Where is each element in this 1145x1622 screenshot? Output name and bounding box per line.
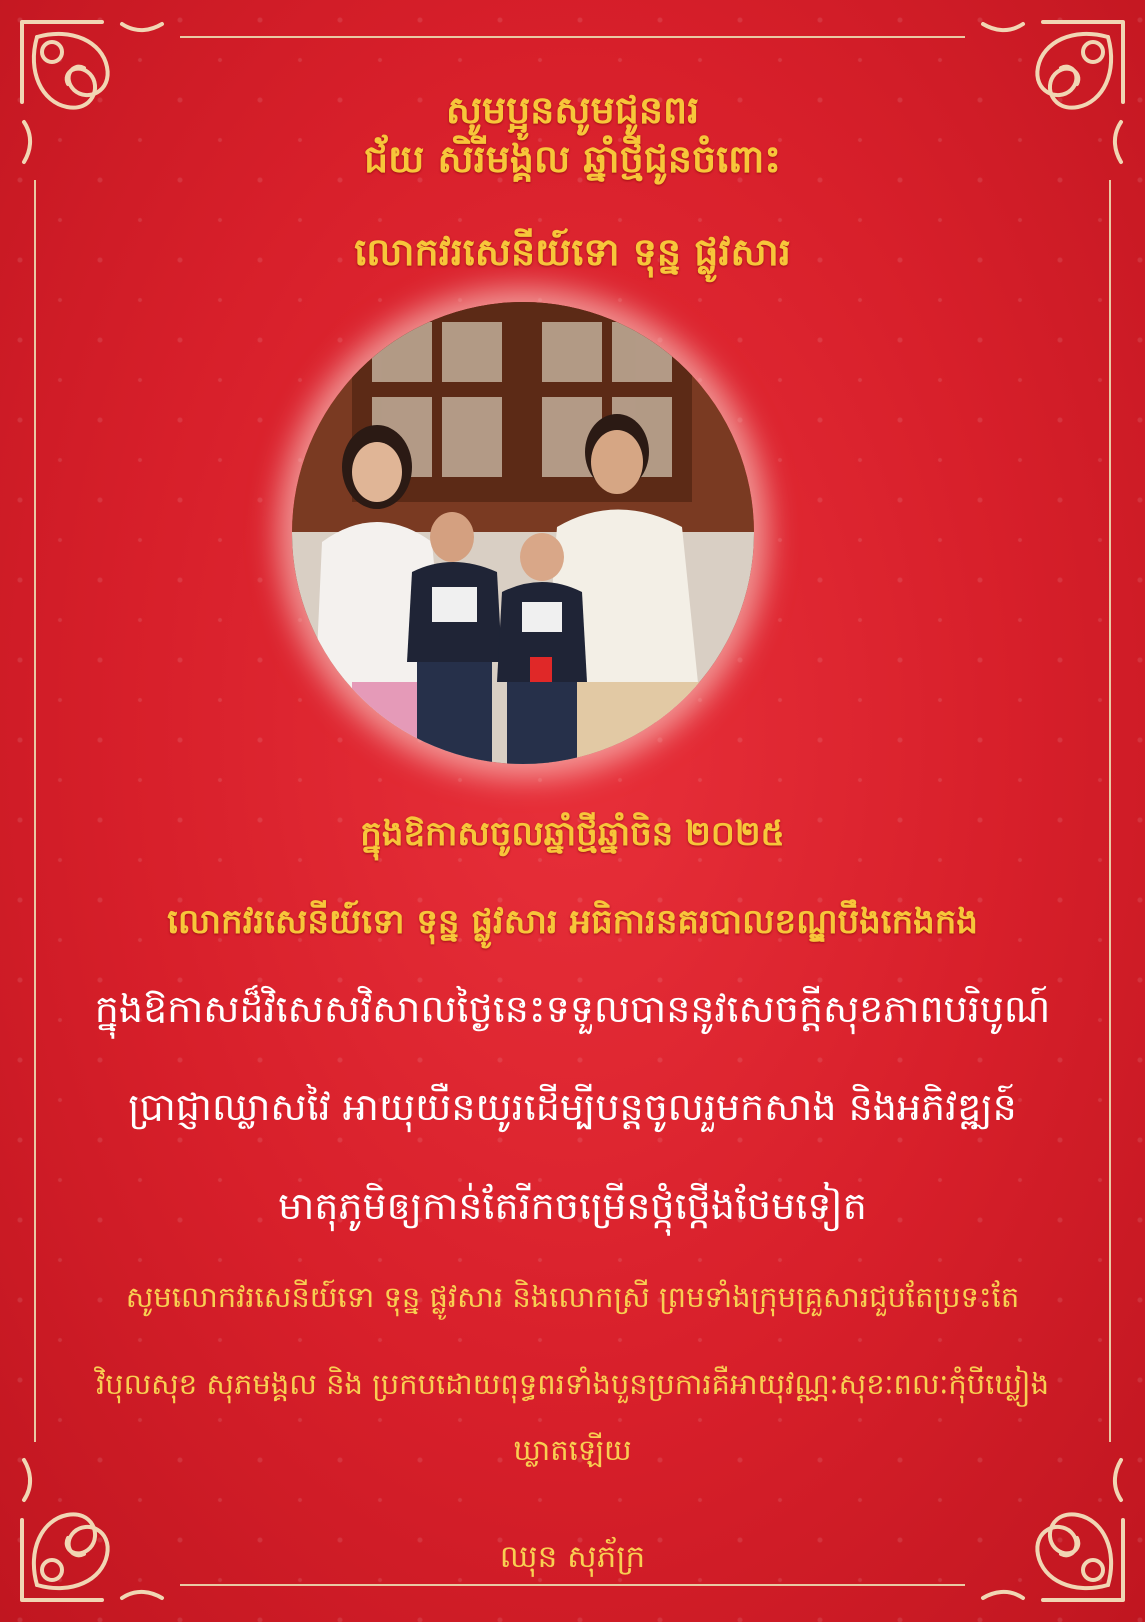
header-name: លោកវរសេនីយ៍ទោ ទុន្ន ផ្លូវសារ bbox=[354, 230, 791, 274]
wish-line-2: ប្រាជ្ញាឈ្លាសវៃ អាយុយឺនយូរដើម្បីបន្តចូលរួមកសាង និងអភិវឌ្ឍន៍ bbox=[128, 1085, 1017, 1129]
frame-line-top bbox=[180, 36, 965, 38]
signature-name: ឈុន សុភ័ក្រ bbox=[499, 1539, 646, 1575]
blessing-line-1: សូមលោកវរសេនីយ៍ទោ ទុន្ន ផ្លូវសារ និងលោកស្រី ព្រមទាំងក្រុមគ្រួសារជួបតែប្រទះតែ bbox=[125, 1280, 1020, 1314]
header-line-2: ជ័យ សិរីមង្គល ឆ្នាំថ្មីជូនចំពោះ bbox=[363, 137, 782, 181]
header-line-1: សូមប្អូនសូម​ជូនពរ bbox=[445, 88, 700, 132]
frame-line-left bbox=[34, 180, 36, 1442]
wish-line-1: ក្នុងឱកាសដ៏វិសេសវិសាលថ្ងៃនេះទទួលបាននូវសេចក្តីសុខភាពបរិបូណ៍ bbox=[94, 987, 1051, 1031]
blessing-line-2: វិបុលសុខ សុភមង្គល និង ប្រកបដោយពុទ្ធពរទាំងបួនប្រការគឺអាយុវណ្ណៈសុខៈពលៈកុំបីឃ្លៀង bbox=[95, 1367, 1050, 1401]
family-photo bbox=[292, 302, 754, 764]
frame-line-right bbox=[1109, 180, 1111, 1442]
frame-line-bottom bbox=[180, 1584, 965, 1586]
blessing-line-3: ឃ្លាតឡើយ bbox=[513, 1433, 632, 1467]
occasion-title: ក្នុងឱកាសចូលឆ្នាំថ្មីឆ្នាំចិន ២០២៥ bbox=[360, 814, 785, 854]
family-photo-icon bbox=[292, 302, 754, 764]
wish-line-3: មាតុភូមិឲ្យកាន់តែរីកចម្រើនថ្កុំថ្កើងថែមទៀត bbox=[278, 1184, 867, 1228]
occasion-subtitle: លោកវរសេនីយ៍ទោ ទុន្ន ផ្លូវសារ អធិការនគរបាលខណ្ឌបឹងកេងកង bbox=[167, 902, 978, 942]
